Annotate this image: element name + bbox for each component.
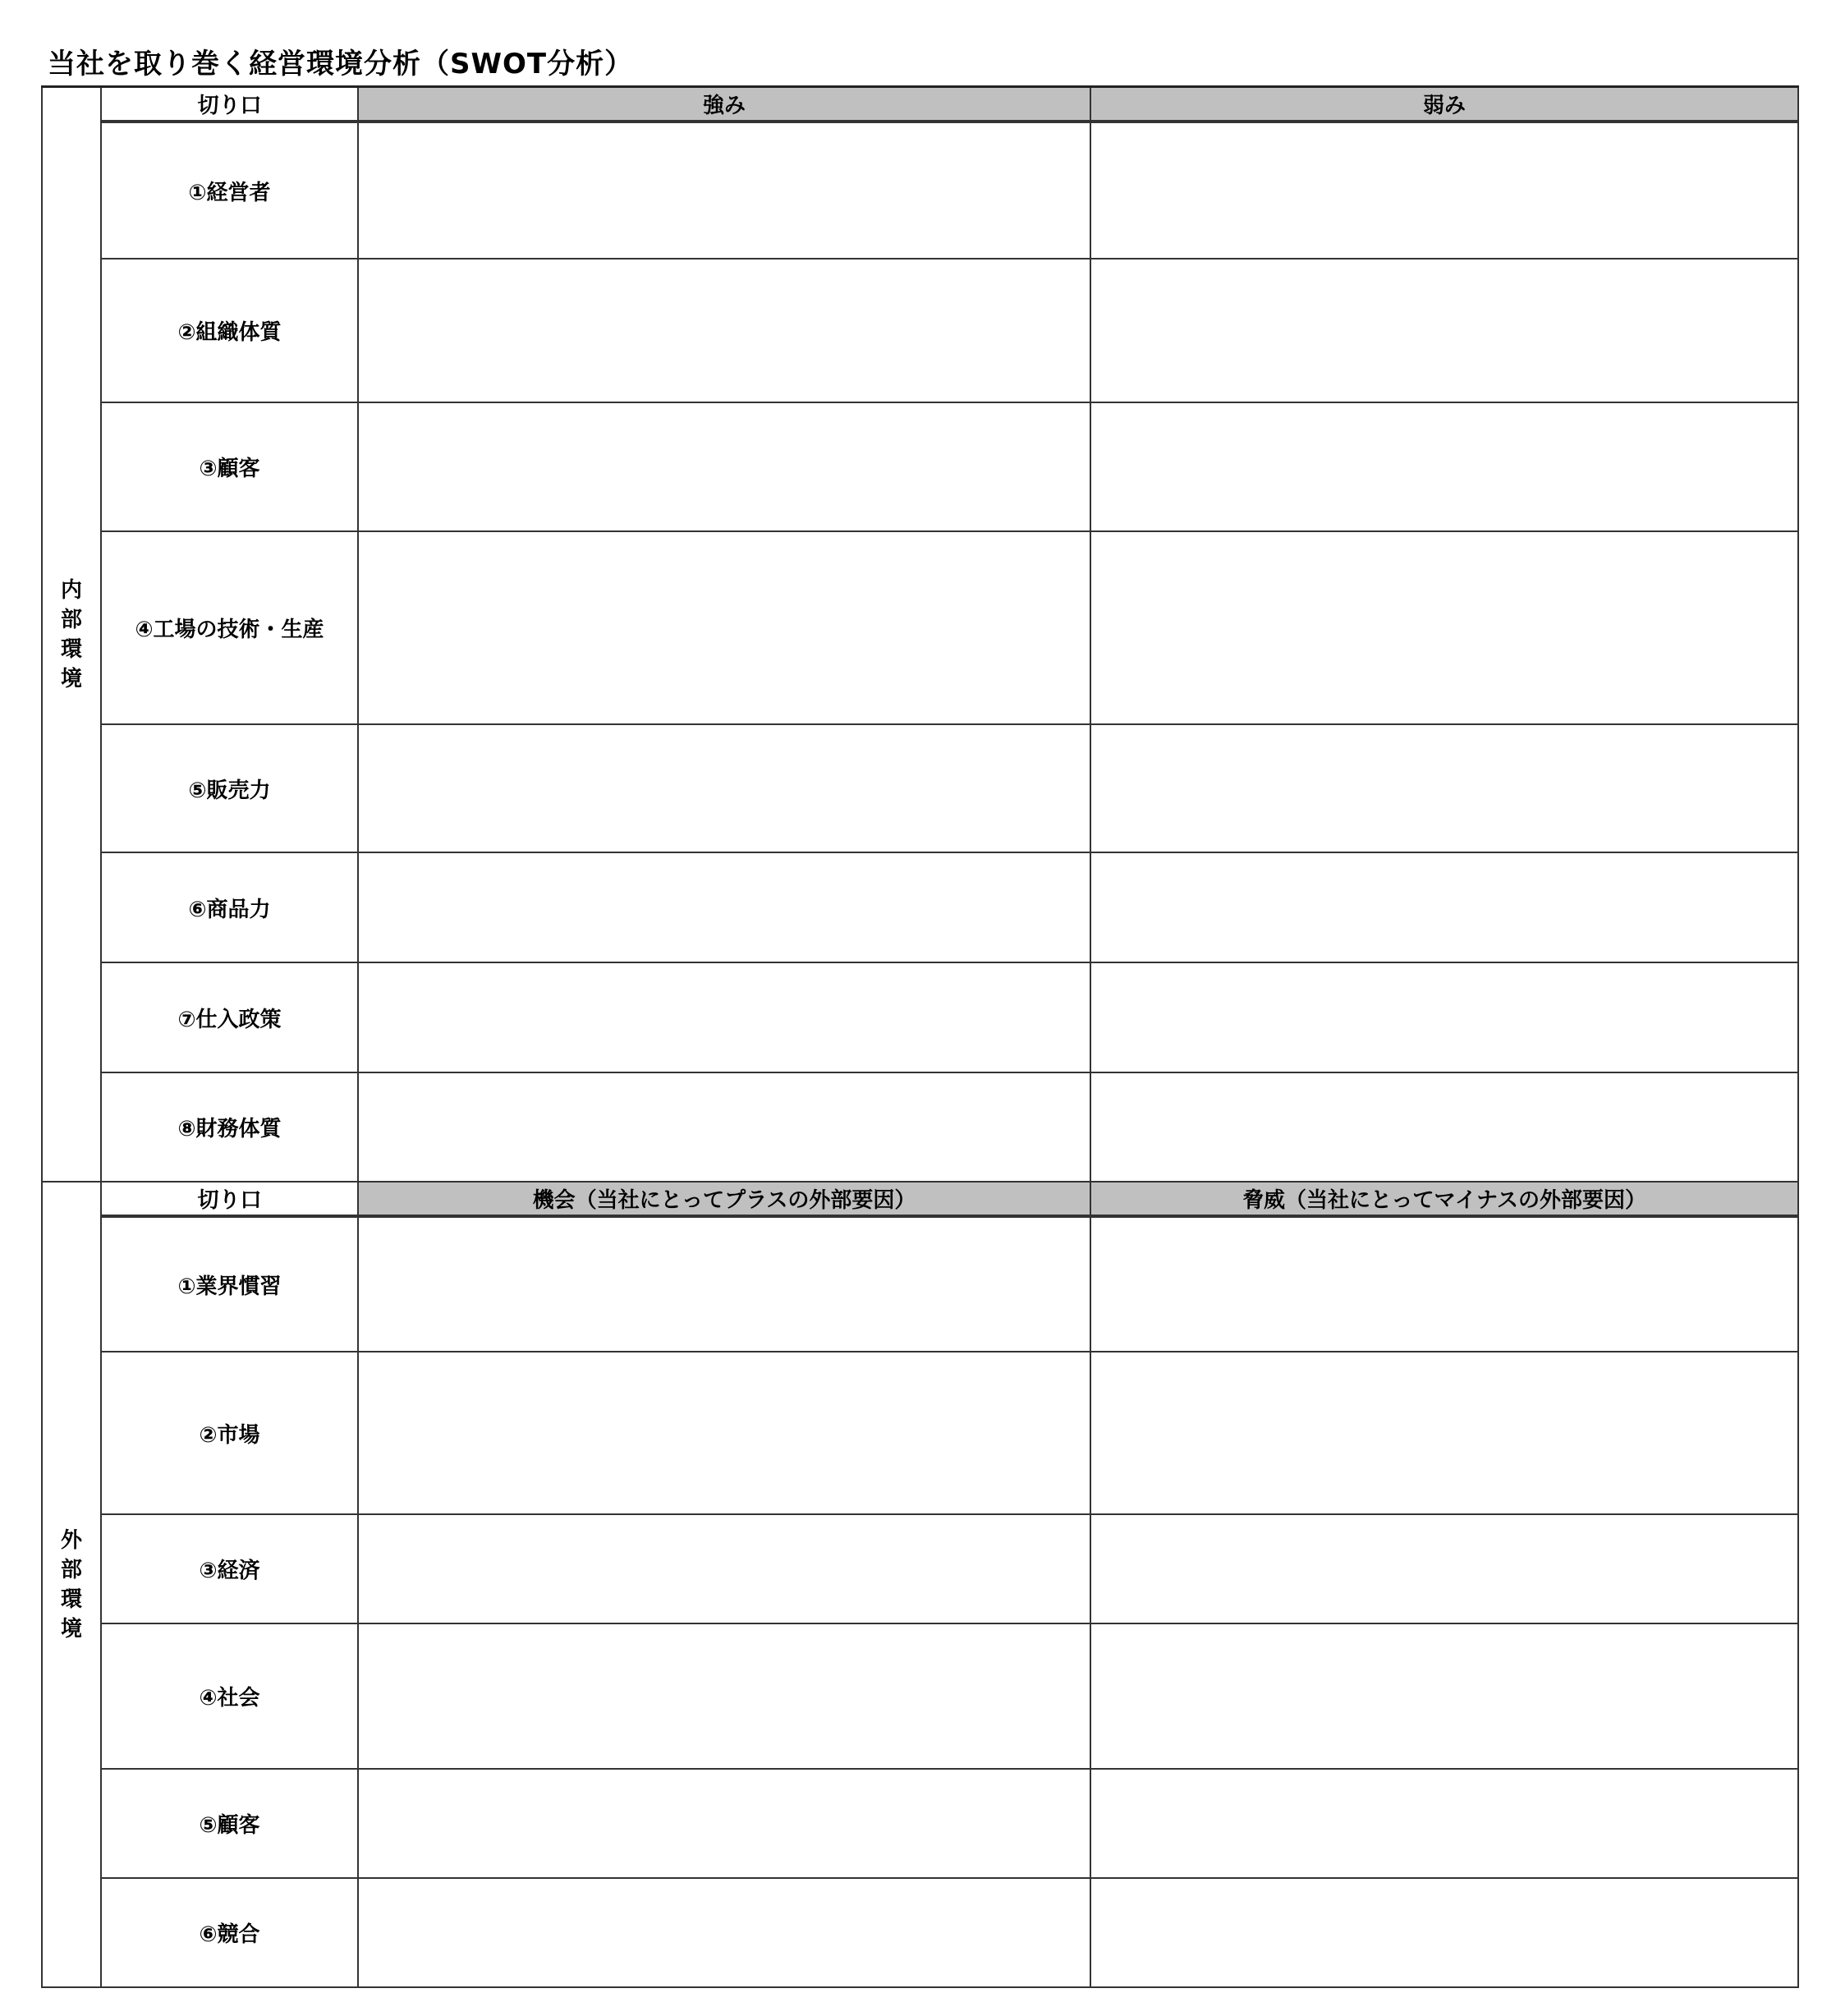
threat-cell[interactable] — [1090, 1216, 1798, 1352]
internal-label-char: 部 — [60, 607, 82, 632]
external-item-label: ⑥競合 — [101, 1878, 358, 1987]
external-item-label: ④社会 — [101, 1623, 358, 1769]
weakness-cell[interactable] — [1090, 402, 1798, 531]
external-header-row — [42, 1182, 1798, 1216]
table-row — [42, 852, 1798, 962]
internal-item-label: ⑧財務体質 — [101, 1072, 358, 1182]
strength-cell[interactable] — [358, 402, 1090, 531]
threat-header: 脅威（当社にとってマイナスの外部要因） — [1090, 1182, 1798, 1216]
external-item-label: ①業界慣習 — [101, 1216, 358, 1352]
opportunity-cell[interactable] — [358, 1514, 1090, 1623]
table-row — [42, 1623, 1798, 1769]
internal-item-label: ⑦仕入政策 — [101, 962, 358, 1072]
strength-header: 強み — [358, 87, 1090, 122]
threat-cell[interactable] — [1090, 1769, 1798, 1878]
weakness-cell[interactable] — [1090, 259, 1798, 402]
strength-cell[interactable] — [358, 852, 1090, 962]
internal-label-char: 内 — [60, 577, 82, 603]
internal-item-label: ④工場の技術・生産 — [101, 531, 358, 724]
external-cut-header: 切り口 — [101, 1182, 358, 1216]
external-item-label: ⑤顧客 — [101, 1769, 358, 1878]
threat-cell[interactable] — [1090, 1878, 1798, 1987]
table-row — [42, 962, 1798, 1072]
external-section-label — [42, 1182, 101, 1987]
strength-cell[interactable] — [358, 724, 1090, 852]
external-label-char: 部 — [60, 1557, 82, 1582]
table-row — [42, 531, 1798, 724]
page-title: 当社を取り巻く経営環境分析（SWOT分析） — [48, 48, 634, 80]
swot-table — [41, 85, 1799, 1988]
opportunity-cell[interactable] — [358, 1878, 1090, 1987]
weakness-header: 弱み — [1090, 87, 1798, 122]
opportunity-cell[interactable] — [358, 1216, 1090, 1352]
table-row — [42, 1514, 1798, 1623]
external-item-label: ②市場 — [101, 1352, 358, 1514]
table-row — [42, 402, 1798, 531]
opportunity-cell[interactable] — [358, 1352, 1090, 1514]
external-label-char: 外 — [60, 1527, 82, 1553]
internal-item-label: ⑥商品力 — [101, 852, 358, 962]
threat-cell[interactable] — [1090, 1623, 1798, 1769]
weakness-cell[interactable] — [1090, 122, 1798, 259]
internal-label-char: 環 — [60, 636, 82, 662]
threat-cell[interactable] — [1090, 1352, 1798, 1514]
internal-item-label: ③顧客 — [101, 402, 358, 531]
opportunity-header: 機会（当社にとってプラスの外部要因） — [358, 1182, 1090, 1216]
opportunity-cell[interactable] — [358, 1769, 1090, 1878]
threat-cell[interactable] — [1090, 1514, 1798, 1623]
internal-item-label: ①経営者 — [101, 122, 358, 259]
table-row — [42, 1072, 1798, 1182]
strength-cell[interactable] — [358, 531, 1090, 724]
table-row — [42, 1352, 1798, 1514]
weakness-cell[interactable] — [1090, 852, 1798, 962]
table-row — [42, 122, 1798, 259]
internal-header-row — [42, 87, 1798, 122]
weakness-cell[interactable] — [1090, 962, 1798, 1072]
internal-section-label — [42, 87, 101, 1183]
weakness-cell[interactable] — [1090, 724, 1798, 852]
weakness-cell[interactable] — [1090, 1072, 1798, 1182]
internal-item-label: ②組織体質 — [101, 259, 358, 402]
strength-cell[interactable] — [358, 962, 1090, 1072]
weakness-cell[interactable] — [1090, 531, 1798, 724]
strength-cell[interactable] — [358, 1072, 1090, 1182]
internal-cut-header: 切り口 — [101, 87, 358, 122]
table-row — [42, 724, 1798, 852]
opportunity-cell[interactable] — [358, 1623, 1090, 1769]
internal-item-label: ⑤販売力 — [101, 724, 358, 852]
external-label-char: 環 — [60, 1587, 82, 1612]
table-row — [42, 1878, 1798, 1987]
internal-label-char: 境 — [60, 666, 82, 691]
external-item-label: ③経済 — [101, 1514, 358, 1623]
external-label-char: 境 — [60, 1616, 82, 1642]
table-row — [42, 259, 1798, 402]
table-row — [42, 1769, 1798, 1878]
strength-cell[interactable] — [358, 259, 1090, 402]
strength-cell[interactable] — [358, 122, 1090, 259]
table-row — [42, 1216, 1798, 1352]
